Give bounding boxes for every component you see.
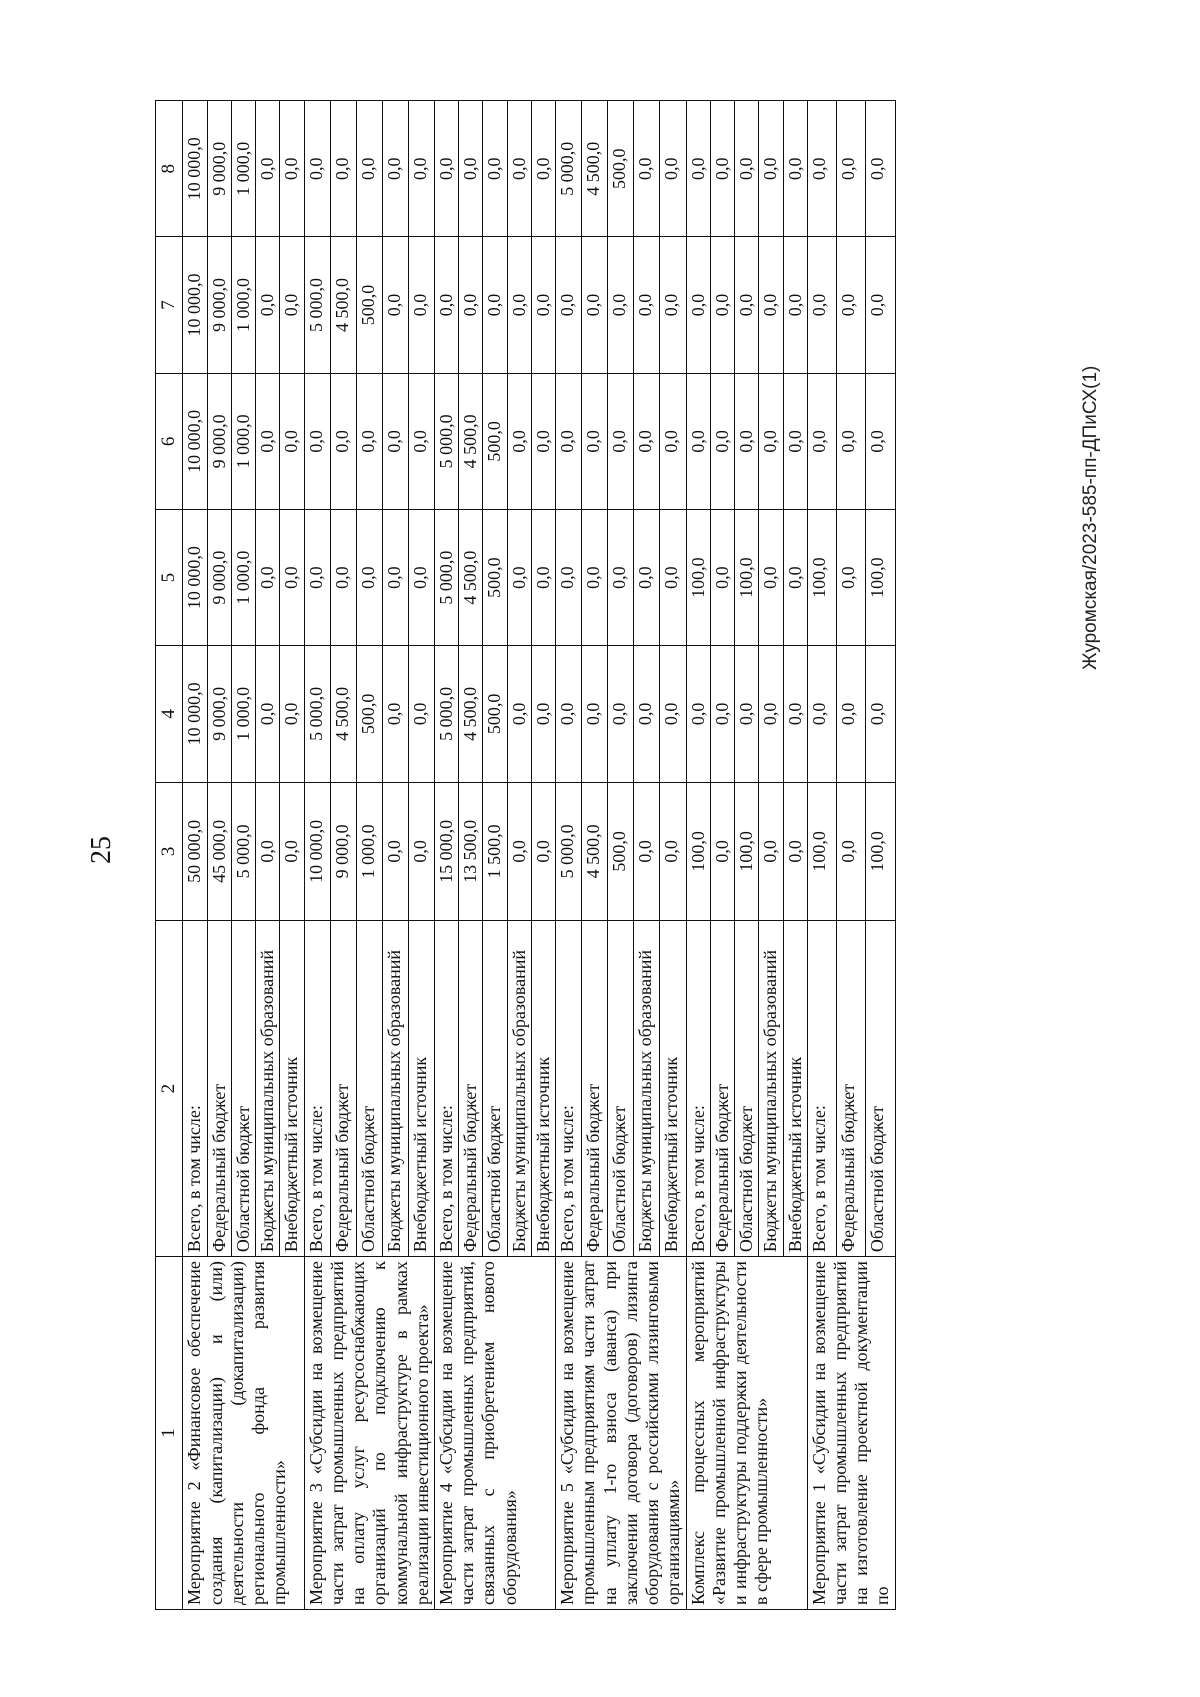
amount-cell: 0,0 <box>304 373 330 509</box>
amount-cell: 0,0 <box>280 373 304 509</box>
amount-cell: 5 000,0 <box>304 646 330 782</box>
amount-cell: 0,0 <box>866 101 895 237</box>
document-code: Журомская/2023-585-пп-ДПиСХ(1) <box>1080 365 1101 670</box>
amount-cell: 0,0 <box>759 782 783 921</box>
amount-cell: 0,0 <box>759 373 783 509</box>
amount-cell: 500,0 <box>356 237 382 373</box>
amount-cell: 0,0 <box>783 509 807 645</box>
amount-cell: 1 000,0 <box>231 646 255 782</box>
amount-cell: 5 000,0 <box>434 373 458 509</box>
amount-cell: 0,0 <box>556 237 582 373</box>
amount-cell: 0,0 <box>483 101 507 237</box>
amount-cell: 5 000,0 <box>304 237 330 373</box>
amount-cell: 100,0 <box>866 782 895 921</box>
amount-cell: 9 000,0 <box>207 509 231 645</box>
amount-cell: 0,0 <box>304 101 330 237</box>
amount-cell: 0,0 <box>759 237 783 373</box>
amount-cell: 0,0 <box>408 237 434 373</box>
amount-cell: 0,0 <box>531 646 555 782</box>
amount-cell: 0,0 <box>837 782 866 921</box>
funding-source-cell: Всего, в том числе: <box>183 921 207 1257</box>
funding-source-cell: Федеральный бюджет <box>459 921 483 1257</box>
funding-source-cell: Всего, в том числе: <box>686 921 710 1257</box>
amount-cell: 0,0 <box>710 237 734 373</box>
amount-cell: 0,0 <box>660 237 686 373</box>
amount-cell: 0,0 <box>783 782 807 921</box>
amount-cell: 0,0 <box>735 373 759 509</box>
amount-cell: 0,0 <box>280 782 304 921</box>
amount-cell: 9 000,0 <box>207 237 231 373</box>
amount-cell: 0,0 <box>434 101 458 237</box>
amount-cell: 0,0 <box>507 509 531 645</box>
amount-cell: 9 000,0 <box>207 373 231 509</box>
amount-cell: 0,0 <box>807 101 836 237</box>
amount-cell: 0,0 <box>608 509 634 645</box>
column-header: 8 <box>156 101 183 237</box>
amount-cell: 0,0 <box>408 646 434 782</box>
amount-cell: 0,0 <box>382 509 408 645</box>
amount-cell: 0,0 <box>280 237 304 373</box>
column-header: 6 <box>156 373 183 509</box>
column-header: 3 <box>156 782 183 921</box>
amount-cell: 0,0 <box>660 509 686 645</box>
funding-source-cell: Федеральный бюджет <box>582 921 608 1257</box>
amount-cell: 1 000,0 <box>231 509 255 645</box>
amount-cell: 5 000,0 <box>434 509 458 645</box>
amount-cell: 0,0 <box>634 782 660 921</box>
amount-cell: 0,0 <box>356 509 382 645</box>
amount-cell: 0,0 <box>735 101 759 237</box>
funding-source-cell: Внебюджетный источник <box>660 921 686 1257</box>
amount-cell: 0,0 <box>582 373 608 509</box>
funding-source-cell: Областной бюджет <box>735 921 759 1257</box>
activity-name-cell: Мероприятие 3 «Субсидии на возмещение части затрат промышленных предприятий на оплату услуг ресурсоснабжающих организаций по подключению к коммунальной инфраструктуре в рамках реализации инвестиционного проекта» <box>304 1257 434 1610</box>
amount-cell: 100,0 <box>866 509 895 645</box>
funding-source-cell: Областной бюджет <box>608 921 634 1257</box>
amount-cell: 4 500,0 <box>459 646 483 782</box>
amount-cell: 4 500,0 <box>582 101 608 237</box>
column-header: 5 <box>156 509 183 645</box>
table-row <box>686 101 710 1610</box>
amount-cell: 0,0 <box>330 373 356 509</box>
amount-cell: 0,0 <box>531 101 555 237</box>
amount-cell: 500,0 <box>483 646 507 782</box>
funding-source-cell: Областной бюджет <box>483 921 507 1257</box>
amount-cell: 4 500,0 <box>582 782 608 921</box>
amount-cell: 0,0 <box>759 101 783 237</box>
amount-cell: 0,0 <box>280 509 304 645</box>
amount-cell: 0,0 <box>660 101 686 237</box>
amount-cell: 500,0 <box>483 509 507 645</box>
amount-cell: 4 500,0 <box>330 646 356 782</box>
amount-cell: 0,0 <box>660 782 686 921</box>
activity-name-cell: Комплекс процессных мероприятий «Развитие промышленной инфраструктуры и инфраструктуры поддержки деятельности в сфере промышленности» <box>686 1257 807 1610</box>
amount-cell: 1 000,0 <box>356 782 382 921</box>
funding-source-cell: Федеральный бюджет <box>207 921 231 1257</box>
amount-cell: 100,0 <box>735 509 759 645</box>
amount-cell: 10 000,0 <box>183 237 207 373</box>
table-header-row <box>156 101 183 1610</box>
activity-name-cell: Мероприятие 2 «Финансовое обеспечение создания (капитализации) и (или) деятельности (докапитализации) регионального фонда развития промышленности» <box>183 1257 304 1610</box>
amount-cell: 0,0 <box>556 646 582 782</box>
amount-cell: 0,0 <box>837 373 866 509</box>
funding-source-cell: Областной бюджет <box>866 921 895 1257</box>
amount-cell: 0,0 <box>382 237 408 373</box>
amount-cell: 500,0 <box>483 373 507 509</box>
amount-cell: 1 000,0 <box>231 373 255 509</box>
amount-cell: 0,0 <box>382 782 408 921</box>
amount-cell: 1 500,0 <box>483 782 507 921</box>
amount-cell: 0,0 <box>507 373 531 509</box>
amount-cell: 0,0 <box>759 509 783 645</box>
amount-cell: 1 000,0 <box>231 101 255 237</box>
amount-cell: 0,0 <box>634 373 660 509</box>
activity-name-cell: Мероприятие 4 «Субсидии на возмещение части затрат промышленных предприятий, связанных с приобретением нового оборудования» <box>434 1257 555 1610</box>
amount-cell: 0,0 <box>866 373 895 509</box>
table-row <box>556 101 582 1610</box>
amount-cell: 0,0 <box>837 509 866 645</box>
amount-cell: 0,0 <box>459 101 483 237</box>
amount-cell: 0,0 <box>660 646 686 782</box>
table-row <box>183 101 207 1610</box>
amount-cell: 0,0 <box>382 373 408 509</box>
amount-cell: 0,0 <box>660 373 686 509</box>
amount-cell: 4 500,0 <box>459 509 483 645</box>
amount-cell: 0,0 <box>783 237 807 373</box>
amount-cell: 0,0 <box>686 646 710 782</box>
amount-cell: 4 500,0 <box>330 237 356 373</box>
amount-cell: 0,0 <box>280 646 304 782</box>
funding-source-cell: Областной бюджет <box>356 921 382 1257</box>
amount-cell: 10 000,0 <box>183 646 207 782</box>
amount-cell: 0,0 <box>735 646 759 782</box>
funding-source-cell: Внебюджетный источник <box>783 921 807 1257</box>
amount-cell: 5 000,0 <box>556 782 582 921</box>
amount-cell: 5 000,0 <box>231 782 255 921</box>
amount-cell: 0,0 <box>866 646 895 782</box>
funding-source-cell: Всего, в том числе: <box>807 921 836 1257</box>
amount-cell: 0,0 <box>556 509 582 645</box>
amount-cell: 0,0 <box>634 101 660 237</box>
amount-cell: 0,0 <box>582 237 608 373</box>
table-body <box>183 101 895 1610</box>
funding-source-cell: Бюджеты муниципальных образований <box>256 921 280 1257</box>
amount-cell: 0,0 <box>280 101 304 237</box>
amount-cell: 0,0 <box>531 509 555 645</box>
amount-cell: 0,0 <box>783 373 807 509</box>
amount-cell: 0,0 <box>256 237 280 373</box>
amount-cell: 0,0 <box>382 646 408 782</box>
amount-cell: 0,0 <box>686 101 710 237</box>
funding-source-cell: Бюджеты муниципальных образований <box>634 921 660 1257</box>
amount-cell: 0,0 <box>256 646 280 782</box>
amount-cell: 0,0 <box>686 373 710 509</box>
amount-cell: 500,0 <box>608 782 634 921</box>
funding-source-cell: Бюджеты муниципальных образований <box>507 921 531 1257</box>
amount-cell: 0,0 <box>582 509 608 645</box>
table-row <box>807 101 836 1610</box>
amount-cell: 0,0 <box>408 509 434 645</box>
amount-cell: 0,0 <box>582 646 608 782</box>
amount-cell: 10 000,0 <box>304 782 330 921</box>
amount-cell: 0,0 <box>256 373 280 509</box>
amount-cell: 0,0 <box>783 101 807 237</box>
funding-source-cell: Федеральный бюджет <box>330 921 356 1257</box>
funding-source-cell: Внебюджетный источник <box>408 921 434 1257</box>
amount-cell: 0,0 <box>783 646 807 782</box>
amount-cell: 4 500,0 <box>459 373 483 509</box>
amount-cell: 0,0 <box>634 646 660 782</box>
amount-cell: 5 000,0 <box>434 646 458 782</box>
funding-source-cell: Внебюджетный источник <box>531 921 555 1257</box>
funding-source-cell: Бюджеты муниципальных образований <box>382 921 408 1257</box>
amount-cell: 0,0 <box>507 782 531 921</box>
amount-cell: 0,0 <box>531 782 555 921</box>
amount-cell: 13 500,0 <box>459 782 483 921</box>
column-header: 7 <box>156 237 183 373</box>
amount-cell: 0,0 <box>382 101 408 237</box>
amount-cell: 0,0 <box>837 101 866 237</box>
amount-cell: 0,0 <box>408 782 434 921</box>
amount-cell: 0,0 <box>686 237 710 373</box>
amount-cell: 0,0 <box>256 101 280 237</box>
amount-cell: 0,0 <box>807 373 836 509</box>
amount-cell: 100,0 <box>735 782 759 921</box>
amount-cell: 0,0 <box>710 646 734 782</box>
amount-cell: 0,0 <box>807 237 836 373</box>
amount-cell: 0,0 <box>531 237 555 373</box>
amount-cell: 10 000,0 <box>183 373 207 509</box>
amount-cell: 0,0 <box>304 509 330 645</box>
amount-cell: 0,0 <box>807 646 836 782</box>
amount-cell: 0,0 <box>759 646 783 782</box>
amount-cell: 0,0 <box>330 101 356 237</box>
funding-source-cell: Внебюджетный источник <box>280 921 304 1257</box>
amount-cell: 45 000,0 <box>207 782 231 921</box>
amount-cell: 0,0 <box>556 373 582 509</box>
column-header: 2 <box>156 921 183 1257</box>
funding-source-cell: Всего, в том числе: <box>304 921 330 1257</box>
amount-cell: 500,0 <box>356 646 382 782</box>
activity-name-cell: Мероприятие 5 «Субсидии на возмещение промышленным предприятиям части затрат на уплату 1-го взноса (аванса) при заключении договора (договоров) лизинга оборудования с российскими лизинговыми организациями» <box>556 1257 686 1610</box>
amount-cell: 0,0 <box>434 237 458 373</box>
funding-source-cell: Федеральный бюджет <box>837 921 866 1257</box>
column-header: 4 <box>156 646 183 782</box>
amount-cell: 0,0 <box>710 782 734 921</box>
funding-source-cell: Всего, в том числе: <box>556 921 582 1257</box>
table-row <box>304 101 330 1610</box>
amount-cell: 0,0 <box>837 646 866 782</box>
amount-cell: 0,0 <box>634 509 660 645</box>
amount-cell: 0,0 <box>710 101 734 237</box>
amount-cell: 0,0 <box>459 237 483 373</box>
amount-cell: 0,0 <box>608 646 634 782</box>
page-number: 25 <box>86 836 117 864</box>
amount-cell: 0,0 <box>330 509 356 645</box>
amount-cell: 5 000,0 <box>556 101 582 237</box>
amount-cell: 1 000,0 <box>231 237 255 373</box>
amount-cell: 0,0 <box>634 237 660 373</box>
funding-source-cell: Всего, в том числе: <box>434 921 458 1257</box>
amount-cell: 100,0 <box>686 782 710 921</box>
amount-cell: 100,0 <box>807 782 836 921</box>
amount-cell: 0,0 <box>408 373 434 509</box>
amount-cell: 50 000,0 <box>183 782 207 921</box>
amount-cell: 100,0 <box>807 509 836 645</box>
amount-cell: 0,0 <box>608 237 634 373</box>
amount-cell: 0,0 <box>408 101 434 237</box>
column-header: 1 <box>156 1257 183 1610</box>
amount-cell: 10 000,0 <box>183 509 207 645</box>
document-page <box>50 50 1150 1650</box>
table-row <box>434 101 458 1610</box>
amount-cell: 9 000,0 <box>330 782 356 921</box>
budget-table <box>155 100 896 1610</box>
amount-cell: 0,0 <box>608 373 634 509</box>
amount-cell: 0,0 <box>837 237 866 373</box>
amount-cell: 10 000,0 <box>183 101 207 237</box>
activity-name-cell: Мероприятие 1 «Субсидии на возмещение части затрат промышленных предприятий на изготовление проектной документации по <box>807 1257 895 1610</box>
amount-cell: 0,0 <box>710 509 734 645</box>
amount-cell: 0,0 <box>256 509 280 645</box>
amount-cell: 0,0 <box>531 373 555 509</box>
amount-cell: 0,0 <box>507 101 531 237</box>
amount-cell: 0,0 <box>507 646 531 782</box>
amount-cell: 15 000,0 <box>434 782 458 921</box>
amount-cell: 500,0 <box>608 101 634 237</box>
amount-cell: 0,0 <box>356 101 382 237</box>
amount-cell: 0,0 <box>356 373 382 509</box>
amount-cell: 100,0 <box>686 509 710 645</box>
funding-source-cell: Федеральный бюджет <box>710 921 734 1257</box>
amount-cell: 0,0 <box>735 237 759 373</box>
amount-cell: 0,0 <box>256 782 280 921</box>
funding-source-cell: Областной бюджет <box>231 921 255 1257</box>
funding-source-cell: Бюджеты муниципальных образований <box>759 921 783 1257</box>
amount-cell: 0,0 <box>507 237 531 373</box>
amount-cell: 0,0 <box>866 237 895 373</box>
amount-cell: 0,0 <box>710 373 734 509</box>
amount-cell: 0,0 <box>483 237 507 373</box>
amount-cell: 9 000,0 <box>207 646 231 782</box>
amount-cell: 9 000,0 <box>207 101 231 237</box>
